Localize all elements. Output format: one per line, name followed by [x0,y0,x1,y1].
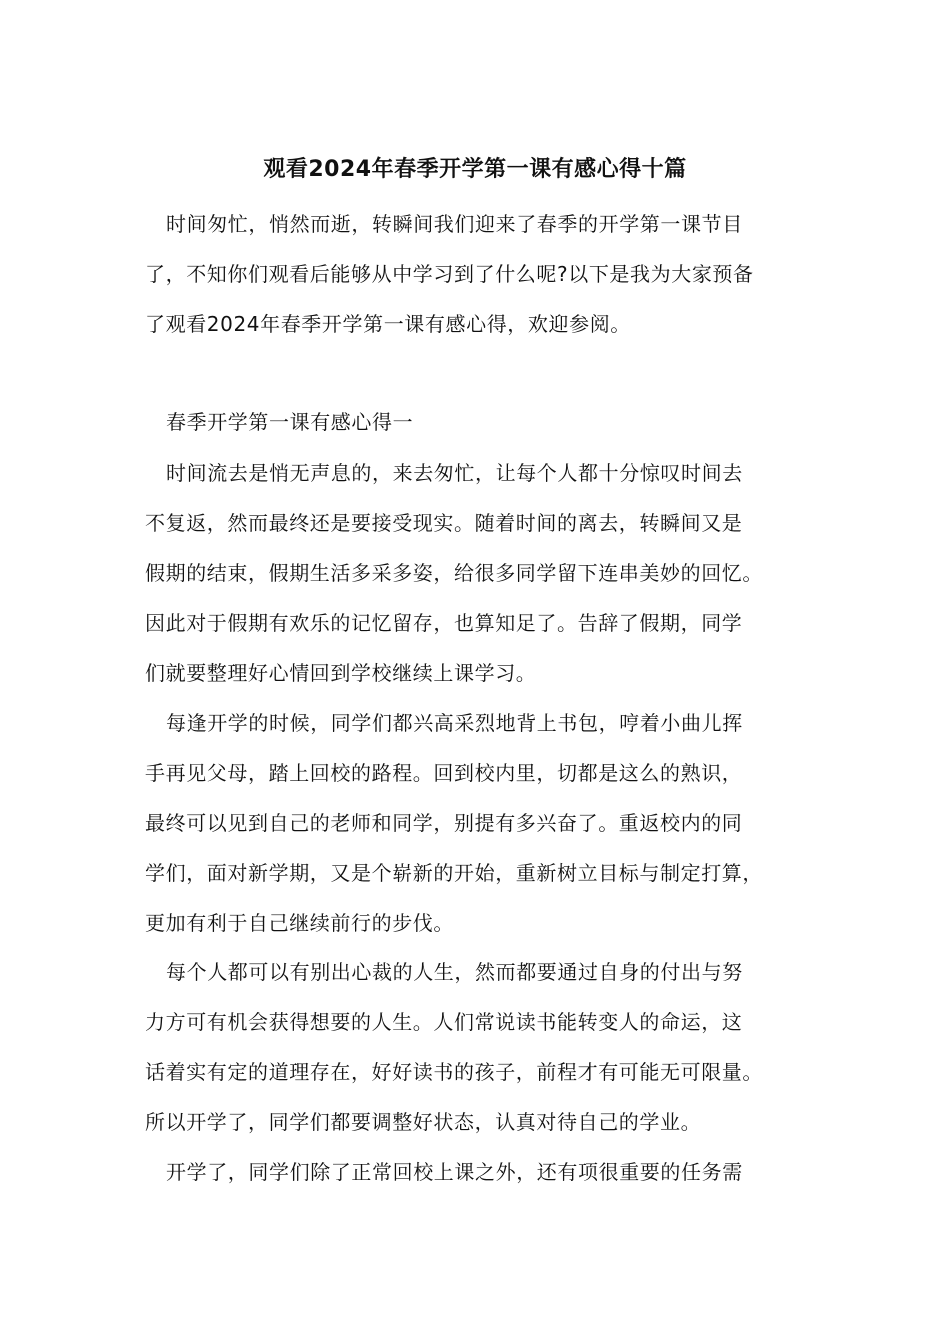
paragraph-line: 所以开学了，同学们都要调整好状态，认真对待自己的学业。 [145,1110,702,1134]
paragraph-line: 学们，面对新学期，又是个崭新的开始，重新树立目标与制定打算， [145,861,763,885]
paragraph-line: 不复返，然而最终还是要接受现实。随着时间的离去，转瞬间又是 [145,511,743,535]
document-title: 观看2024年春季开学第一课有感心得十篇 [263,157,687,182]
paragraph-line: 们就要整理好心情回到学校继续上课学习。 [145,661,537,685]
paragraph-line: 话着实有定的道理存在，好好读书的孩子，前程才有可能无可限量。 [145,1060,763,1084]
section-heading: 春季开学第一课有感心得一 [166,410,414,434]
paragraph-line: 最终可以见到自己的老师和同学，别提有多兴奋了。重返校内的同 [145,811,743,835]
intro-line: 时间匆忙，悄然而逝，转瞬间我们迎来了春季的开学第一课节目 [166,212,743,236]
paragraph-line: 每逢开学的时候，同学们都兴高采烈地背上书包，哼着小曲儿挥 [166,711,743,735]
paragraph-line: 每个人都可以有别出心裁的人生，然而都要通过自身的付出与努 [166,960,743,984]
paragraph-line: 时间流去是悄无声息的，来去匆忙，让每个人都十分惊叹时间去 [166,461,743,485]
paragraph-line: 力方可有机会获得想要的人生。人们常说读书能转变人的命运，这 [145,1010,743,1034]
paragraph-line: 更加有利于自己继续前行的步伐。 [145,911,454,935]
paragraph-line: 因此对于假期有欢乐的记忆留存，也算知足了。告辞了假期，同学 [145,611,743,635]
paragraph-line: 假期的结束，假期生活多采多姿，给很多同学留下连串美妙的回忆。 [145,561,763,585]
intro-line: 了，不知你们观看后能够从中学习到了什么呢?以下是我为大家预备 [145,262,754,286]
intro-line: 了观看2024年春季开学第一课有感心得，欢迎参阅。 [145,312,631,336]
paragraph-line: 手再见父母，踏上回校的路程。回到校内里，切都是这么的熟识， [145,761,743,785]
paragraph-line: 开学了，同学们除了正常回校上课之外，还有项很重要的任务需 [166,1160,743,1184]
